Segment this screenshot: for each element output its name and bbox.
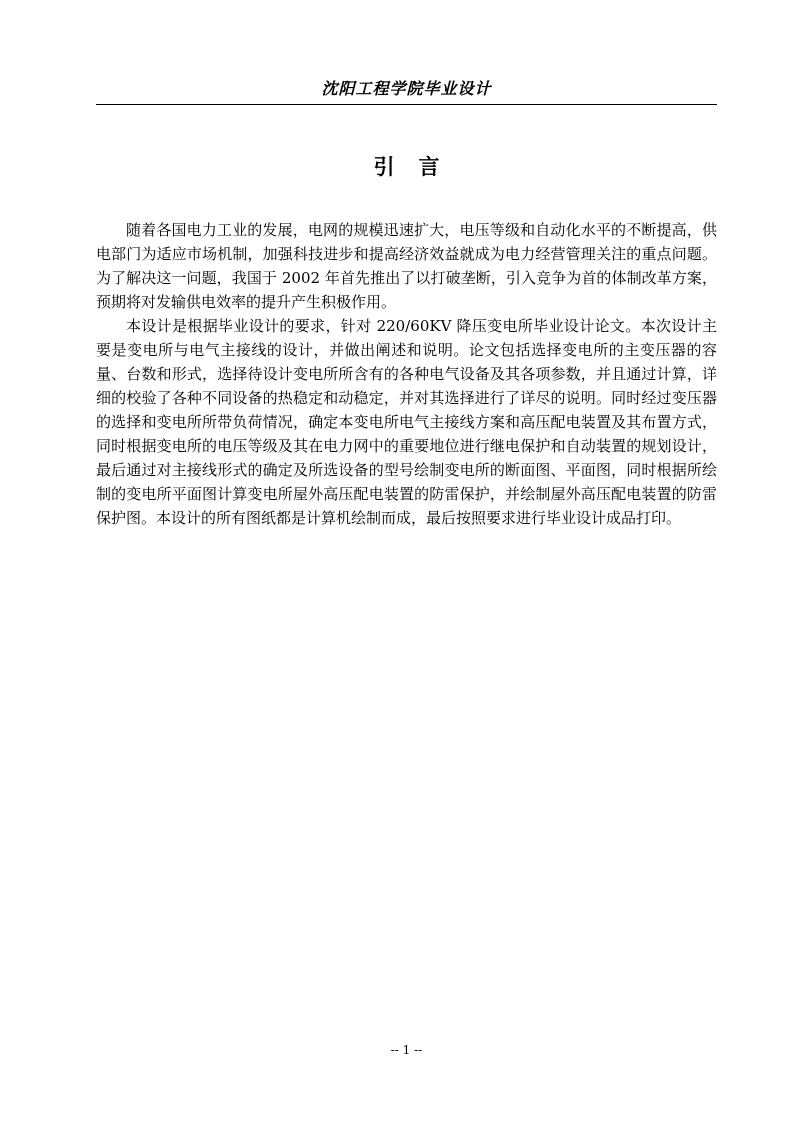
page-header xyxy=(96,76,717,105)
paragraph: 本设计是根据毕业设计的要求，针对 220/60KV 降压变电所毕业设计论文。本次设计主要是变电所与电气主接线的设计，并做出阐述和说明。论文包括选择变电所的主变压器的容量、台数和形式，选择待设计变电所所含有的各种电气设备及其各项参数，并且通过计算，详细的校验了各种不同设备的热稳定和动稳定，并对其选择进行了详尽的说明。同时经过变压器的选择和变电所所带负荷情况，确定本变电所电气主接线方案和高压配电装置及其布置方式，同时根据变电所的电压等级及其在电力网中的重要地位进行继电保护和自动装置的规划设计，最后通过对主接线形式的确定及所选设备的型号绘制变电所的断面图、平面图，同时根据所绘制的变电所平面图计算变电所屋外高压配电装置的防雷保护，并绘制屋外高压配电装置的防雷保护图。本设计的所有图纸都是计算机绘制而成，最后按照要求进行毕业设计成品打印。 xyxy=(96,317,717,527)
body-text xyxy=(96,218,717,530)
page-number: -- 1 -- xyxy=(390,1043,423,1057)
section-title: 引言 xyxy=(373,155,464,179)
header-title: 沈阳工程学院毕业设计 xyxy=(321,79,492,98)
paragraph: 随着各国电力工业的发展，电网的规模迅速扩大，电压等级和自动化水平的不断提高，供电部门为适应市场机制，加强科技进步和提高经济效益就成为电力经营管理关注的重点问题。为了解决这一问题，我国于 2002 年首先推出了以打破垄断，引入竞争为首的体制改革方案，预期将对发输供电效率的提升产生积极作用。 xyxy=(96,221,717,311)
